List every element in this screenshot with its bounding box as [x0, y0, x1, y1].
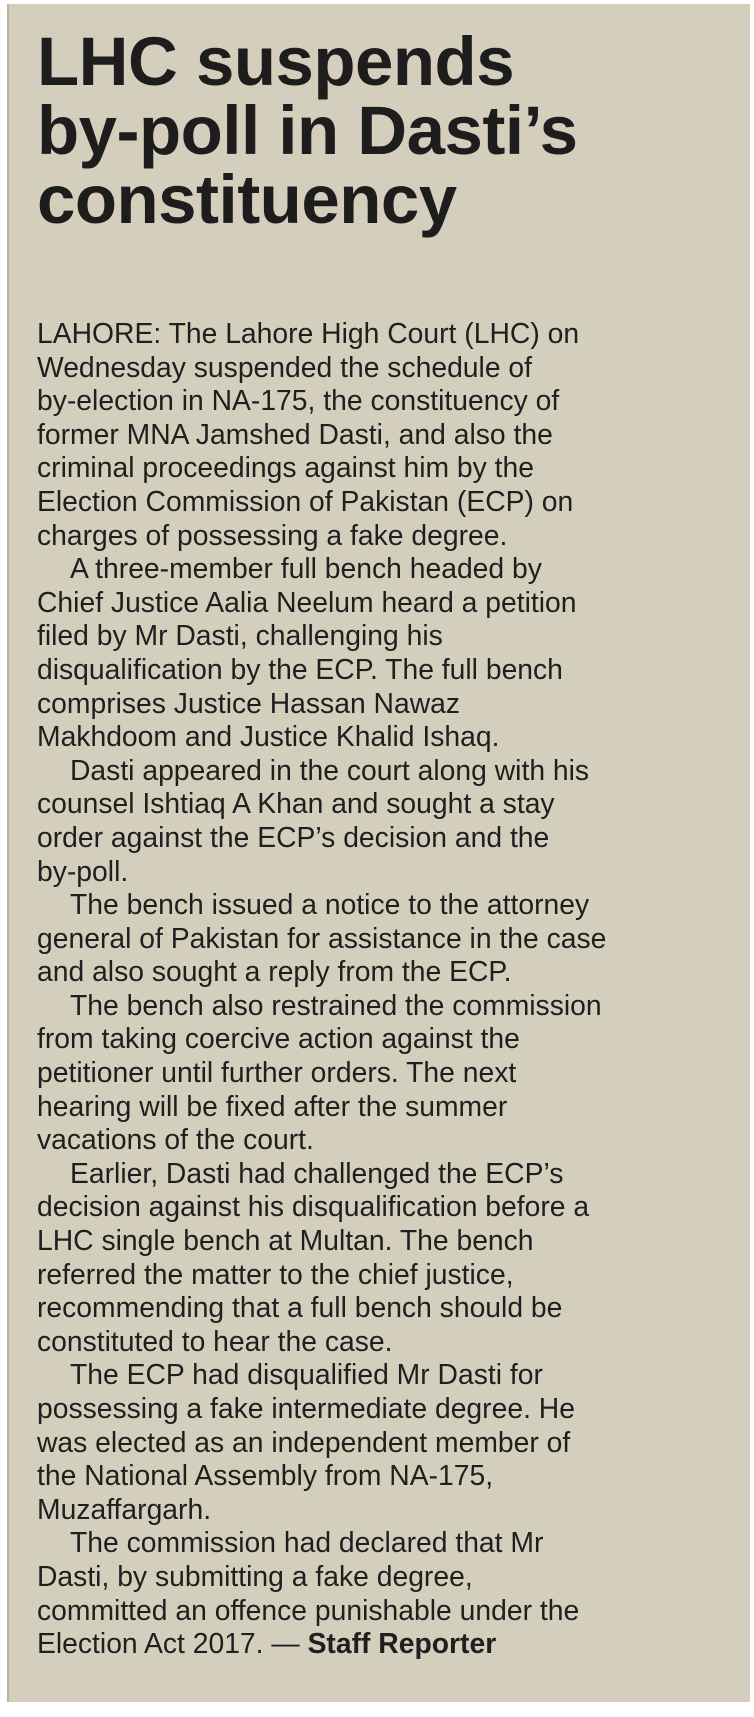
text-line: Chief Justice Aalia Neelum heard a petition [37, 585, 577, 618]
text-line: from taking coercive action against the [37, 1022, 520, 1055]
text-line: the National Assembly from NA-175, [37, 1459, 494, 1492]
headline-line: by-poll in Dasti’s [37, 92, 578, 169]
text-line: comprises Justice Hassan Nawaz [37, 686, 461, 719]
text-line: Dasti, by submitting a fake degree, [37, 1559, 473, 1592]
text-line: criminal proceedings against him by the [37, 451, 535, 484]
text-line: by-poll. [37, 854, 129, 887]
text-line: Election Commission of Pakistan (ECP) on [37, 484, 574, 517]
text-line: constituted to hear the case. [37, 1324, 393, 1357]
paragraph-bench [37, 552, 742, 754]
paragraph-disqualified [37, 1358, 742, 1526]
text-line: vacations of the court. [37, 1123, 314, 1156]
text-line: Muzaffargarh. [37, 1492, 212, 1525]
article-body [37, 317, 742, 1661]
paragraph-restraint [37, 989, 742, 1157]
paragraph-declared [37, 1526, 742, 1660]
text-line: counsel Ishtiaq A Khan and sought a stay [37, 787, 555, 820]
text-line: Makhdoom and Justice Khalid Ishaq. [37, 720, 500, 753]
paragraph-appearance [37, 754, 742, 888]
text-line: petitioner until further orders. The next [37, 1056, 517, 1089]
news-clipping [7, 4, 750, 1702]
text-line: filed by Mr Dasti, challenging his [37, 619, 443, 652]
headline-line: LHC suspends [37, 23, 515, 100]
text-line: decision against his disqualification before a [37, 1190, 590, 1223]
text-line-final [37, 1627, 742, 1661]
text-line: order against the ECP’s decision and the [37, 820, 550, 853]
text-line: disqualification by the ECP. The full bench [37, 652, 563, 685]
text-line: Wednesday suspended the schedule of [37, 350, 533, 383]
headline [37, 23, 578, 238]
text-line: and also sought a reply from the ECP. [37, 955, 512, 988]
text-line: The ECP had disqualified Mr Dasti for [70, 1358, 543, 1391]
text-line: referred the matter to the chief justice, [37, 1257, 514, 1290]
text-line: possessing a fake intermediate degree. He [37, 1392, 575, 1424]
text-line: charges of possessing a fake degree. [37, 518, 508, 551]
text-line: Earlier, Dasti had challenged the ECP’s [70, 1156, 564, 1189]
text-line: The commission had declared that Mr [70, 1526, 544, 1559]
paragraph-dateline [37, 317, 742, 552]
text-line: The bench also restrained the commission [70, 988, 602, 1021]
headline-line: constituency [37, 161, 457, 238]
text-line: general of Pakistan for assistance in the case [37, 921, 607, 954]
text-line: hearing will be fixed after the summer [37, 1089, 508, 1122]
text-line: was elected as an independent member of [37, 1425, 571, 1458]
text-line: LAHORE: The Lahore High Court (LHC) on [37, 317, 580, 349]
byline: Staff Reporter [307, 1627, 497, 1660]
text-line: by-election in NA-175, the constituency of [37, 384, 560, 417]
paragraph-notice [37, 888, 742, 989]
text-line: committed an offence punishable under the [37, 1593, 580, 1626]
text-line: LHC single bench at Multan. The bench [37, 1224, 534, 1257]
text-line: The bench issued a notice to the attorney [70, 888, 590, 921]
paragraph-earlier [37, 1157, 742, 1359]
text-segment: Election Act 2017. — [37, 1627, 308, 1660]
text-line: recommending that a full bench should be [37, 1291, 563, 1324]
text-line: Dasti appeared in the court along with his [70, 753, 590, 786]
text-line: former MNA Jamshed Dasti, and also the [37, 417, 553, 450]
text-line: A three-member full bench headed by [70, 552, 542, 585]
